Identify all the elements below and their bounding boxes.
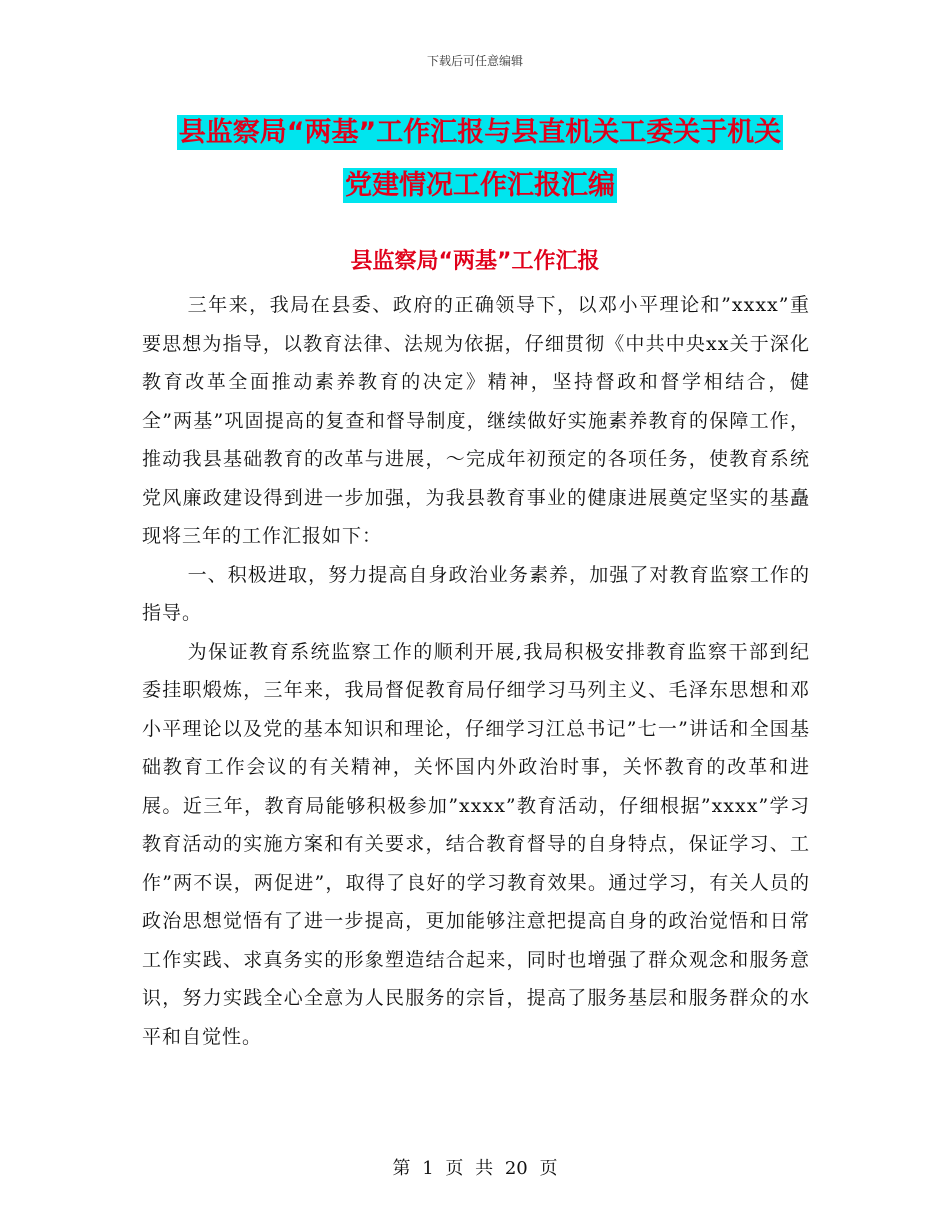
document-body — [142, 286, 810, 1056]
paragraph: 三年来，我局在县委、政府的正确领导下，以邓小平理论和”xxxx”重要思想为指导，以教育法律、法规为依据，仔细贯彻《中共中央xx关于深化教育改革全面推动素养教育的决定》精神，坚持督政和督学相结合，健全”两基”巩固提高的复查和督导制度，继续做好实施素养教育的保障工作，推动我县基础教育的改革与进展，～完成年初预定的各项任务，使教育系统党风廉政建设得到进一步加强，为我县教育事业的健康进展奠定坚实的基矗现将三年的工作汇报如下： — [142, 294, 810, 547]
title-line-1: 县监察局“两基”工作汇报与县直机关工委关于机关 — [178, 117, 782, 148]
page-number-footer: 第 1 页 共 20 页 — [392, 1158, 558, 1179]
paragraph: 为保证教育系统监察工作的顺利开展,我局积极安排教育监察干部到纪委挂职煅炼，三年来，我局督促教育局仔细学习马列主义、毛泽东思想和邓小平理论以及党的基本知识和理论，仔细学习江总书记”七一”讲话和全国基础教育工作会议的有关精神，关怀国内外政治时事，关怀教育的改革和进展。近三年，教育局能够积极参加”xxxx”教育活动，仔细根据”xxxx”学习教育活动的实施方案和有关要求，结合教育督导的自身特点，保证学习、工作”两不误，两促进”，取得了良好的学习教育效果。通过学习，有关人员的政治思想觉悟有了进一步提高，更加能够注意把提高自身的政治觉悟和日常工作实践、求真务实的形象塑造结合起来，同时也增强了群众观念和服务意识，努力实践全心全意为人民服务的宗旨，提高了服务基层和服务群众的水平和自觉性。 — [142, 640, 810, 1048]
section-title: 县监察局“两基”工作汇报 — [350, 249, 600, 274]
title-line-2: 党建情况工作汇报汇编 — [345, 170, 615, 201]
page-header-note: 下载后可任意编辑 — [426, 54, 523, 68]
paragraph: 一、积极进取，努力提高自身政治业务素养，加强了对教育监察工作的指导。 — [142, 563, 810, 624]
document-title — [140, 106, 820, 212]
